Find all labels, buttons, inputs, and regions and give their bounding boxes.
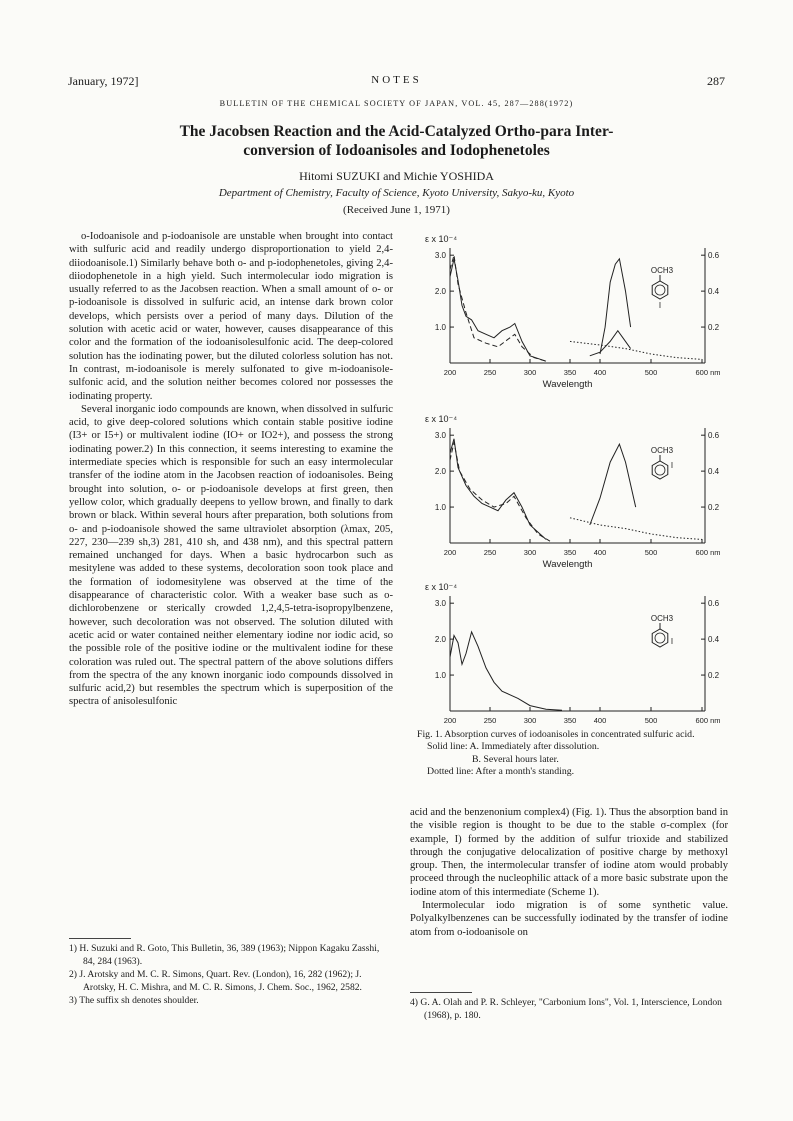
spectrum-curve-solid	[590, 444, 636, 525]
caption-line: Solid line: A. Immediately after dissolution.	[427, 741, 600, 753]
benzene-ring-icon	[652, 461, 668, 479]
y-tick-label: 2.0	[434, 635, 446, 645]
spectrum-curve-solid	[450, 632, 562, 710]
aromatic-circle	[655, 465, 665, 475]
spectrum-curve-solid	[450, 259, 546, 361]
footnotes-left	[69, 943, 393, 1009]
y-axis-label: ε x 10⁻⁴	[425, 414, 458, 424]
authors: Hitomi SUZUKI and Michie YOSHIDA	[299, 169, 494, 183]
iodine-label: I	[670, 461, 674, 470]
x-tick-label: 400	[593, 368, 607, 377]
aromatic-circle	[655, 633, 665, 643]
spectrum-curve-dotted	[570, 341, 702, 359]
x-tick-label: 350	[563, 368, 577, 377]
x-tick-label: 300	[523, 548, 537, 557]
spectrum-curve-dotted	[570, 518, 702, 540]
y-tick-label-right: 0.6	[708, 599, 720, 609]
y-tick-label-right: 0.2	[708, 503, 720, 513]
x-tick-label: 600 nm	[695, 716, 721, 725]
y-tick-label-right: 0.2	[708, 323, 720, 333]
bulletin-citation: BULLETIN OF THE CHEMICAL SOCIETY OF JAPAN, VOL. 45, 287—288(1972)	[219, 99, 574, 108]
y-tick-label: 2.0	[434, 287, 446, 297]
body-paragraph: acid and the benzenonium complex4) (Fig. 1). Thus the absorption band in the visible region is thought to be due to the stable σ-complex (for example, I) formed by the addition of sulfur trioxide and stabilized through the conjugative delocalization of positive charge by methoxyl group. Then, the intermolecular transfer of iodine atom would probably proceed through the nucleophilic attack of a more basic substrate upon the iodine atom of this intermediate (Scheme 1).	[410, 807, 728, 898]
x-tick-label: 200	[443, 548, 457, 557]
footnote-rule	[410, 992, 472, 993]
y-tick-label-right: 0.6	[708, 251, 720, 261]
spectrum-curve-dashed	[450, 442, 550, 541]
substituent-label: OCH3	[650, 614, 674, 623]
aromatic-circle	[655, 285, 665, 295]
x-tick-label: 350	[563, 716, 577, 725]
benzene-ring-icon	[652, 281, 668, 299]
spectrum-panel-bottom	[425, 582, 721, 728]
x-tick-label: 400	[593, 716, 607, 725]
substituent-label: OCH3	[650, 446, 674, 455]
footnote: 3) The suffix sh denotes shoulder.	[69, 995, 199, 1007]
spectrum-curve-solid	[450, 439, 546, 540]
y-tick-label: 3.0	[434, 251, 446, 261]
y-tick-label: 1.0	[434, 503, 446, 513]
spectrum-curve-solid	[590, 331, 631, 356]
iodine-label: I	[658, 301, 662, 310]
spectrum-curve-dashed	[450, 255, 546, 361]
figure-caption	[417, 729, 729, 779]
footnote: 4) G. A. Olah and P. R. Schleyer, "Carbonium Ions", Vol. 1, Interscience, London (1968), p. 180.	[410, 997, 722, 1021]
y-tick-label-right: 0.6	[708, 431, 720, 441]
footnote: 1) H. Suzuki and R. Goto, This Bulletin, 36, 389 (1963); Nippon Kagaku Zasshi, 84, 284 (1963).	[69, 943, 380, 967]
y-tick-label-right: 0.2	[708, 671, 720, 681]
footnotes-right	[410, 997, 728, 1023]
x-tick-label: 200	[443, 716, 457, 725]
caption-line: Fig. 1. Absorption curves of iodoanisoles in concentrated sulfuric acid.	[417, 729, 695, 740]
x-tick-label: 500	[644, 368, 658, 377]
y-tick-label: 2.0	[434, 467, 446, 477]
x-tick-label: 600 nm	[695, 368, 721, 377]
spectrum-panel-middle	[425, 414, 721, 570]
x-tick-label: 250	[483, 716, 497, 725]
benzene-ring-icon	[652, 629, 668, 647]
y-tick-label-right: 0.4	[708, 287, 720, 297]
y-tick-label: 3.0	[434, 431, 446, 441]
x-tick-label: 600 nm	[695, 548, 721, 557]
x-tick-label: 200	[443, 368, 457, 377]
x-tick-label: 300	[523, 716, 537, 725]
x-axis-label	[543, 727, 593, 728]
x-tick-label: 250	[483, 548, 497, 557]
x-axis-label: Wavelength	[542, 379, 593, 390]
running-head-section: NOTES	[371, 74, 422, 86]
figure-1	[410, 228, 740, 728]
page-number: 287	[707, 74, 725, 88]
y-tick-label-right: 0.4	[708, 635, 720, 645]
y-tick-label-right: 0.4	[708, 467, 720, 477]
x-tick-label: 350	[563, 548, 577, 557]
spectrum-curve-solid	[600, 259, 631, 354]
right-column	[410, 806, 728, 939]
body-paragraph: o-Iodoanisole and p-iodoanisole are unstable when brought into contact with sulfuric acid and readily undergo disproportionation to yield 2,4-diiodoanisole.1) Similarly behave both o- and p-iodophenetoles, giving 2,4-diiodophenetole in a high yield. Such intermolecular iodo migration is usually referred to as the Jacobsen reaction. When a small amount of o- or p-iodoanisole is dissolved in sulfuric acid, an intense dark brown color develops, which persists over a period of many days. Dilution of the solution with acetic acid or water, however, causes disappearance of this color and the formation of the iodoanisolesulfonic acid. The deep-colored solution has the iodinating power, but the diluted colorless solution has not. In contrast, m-iodoanisole is merely sulfonated to give m-iodoanisole-sulfonic acid, and the solution neither becomes colored nor possesses the iodinating property.	[69, 231, 393, 402]
received-date: (Received June 1, 1971)	[343, 204, 450, 216]
title-line-2: conversion of Iodoanisoles and Iodophenetoles	[243, 142, 550, 159]
title-line-1: The Jacobsen Reaction and the Acid-Catalyzed Ortho-para Inter-	[179, 123, 614, 140]
x-tick-label: 300	[523, 368, 537, 377]
caption-line: Dotted line: After a month's standing.	[427, 766, 575, 778]
footnote: 2) J. Arotsky and M. C. R. Simons, Quart. Rev. (London), 16, 282 (1962); J. Arotsky, H. C. Mishra, and M. C. R. Simons, J. Chem. Soc., 1962, 2582.	[69, 969, 362, 993]
body-paragraph: Several inorganic iodo compounds are known, when dissolved in sulfuric acid, to give deep-colored solutions which contain stable positive iodine (I3+ or I5+) or multivalent iodine (IO+ or IO2+), and possess the strong iodinating power.2) In this connection, it seems interesting to examine the intermediate species which is responsible for such an easy intermolecular transfer of the iodine atom in the Jacobsen reaction of iodoanisoles. Being brought into solution, o- or p-iodoanisole develops at first green, then yellow color, which gradually deepens to yellow brown, and finally to dark brown or black. Within several hours after preparation, both solutions from o- and p-iodoanisole showed the same ultraviolet absorption (λmax, 205, 227, 230—239 sh,3) 281, 410 sh, and 438 nm), and this spectral pattern remained unchanged for days. When a basic hydrocarbon such as mesitylene was added to these systems, decoloration soon took place and the formation of iodomesitylene was observed at the time of the disappearance of characteristic color. With a weaker base such as o-dichlorobenzene or sterically crowded 1,2,4,5-tetra-isopropylbenzene, however, such decoloration was not observed. The solution diluted with acetic acid or water contained neither elementary iodine nor iodic acid, so the possible role of the positive iodine or the multivalent iodine for these coloration was ruled out. The spectral pattern of the above solutions differs from the spectra of the any known inorganic iodo compounds dissolved in sulfuric acid,2) but resembles the spectrum which is superposition of the spectra of anisolesulfonic	[69, 403, 393, 708]
y-tick-label: 1.0	[434, 671, 446, 681]
x-tick-label: 250	[483, 368, 497, 377]
y-axis-label: ε x 10⁻⁴	[425, 234, 458, 244]
x-tick-label: 500	[644, 548, 658, 557]
caption-line: B. Several hours later.	[472, 753, 559, 765]
x-axis-label: Wavelength	[542, 559, 593, 570]
article-title	[100, 122, 693, 160]
y-tick-label: 1.0	[434, 323, 446, 333]
spectrum-panel-top	[425, 234, 721, 390]
affiliation: Department of Chemistry, Faculty of Science, Kyoto University, Sakyo-ku, Kyoto	[218, 187, 575, 199]
footnote-rule	[69, 938, 131, 939]
iodine-label: I	[670, 637, 674, 646]
y-axis-label: ε x 10⁻⁴	[425, 582, 458, 592]
substituent-label: OCH3	[650, 266, 674, 275]
left-column	[69, 230, 393, 709]
body-paragraph: Intermolecular iodo migration is of some synthetic value. Polyalkylbenzenes can be successfully iodinated by the transfer of iodine atom from o-iodoanisole on	[410, 900, 728, 938]
running-head-date: January, 1972]	[68, 74, 139, 88]
y-tick-label: 3.0	[434, 599, 446, 609]
x-tick-label: 500	[644, 716, 658, 725]
x-tick-label: 400	[593, 548, 607, 557]
